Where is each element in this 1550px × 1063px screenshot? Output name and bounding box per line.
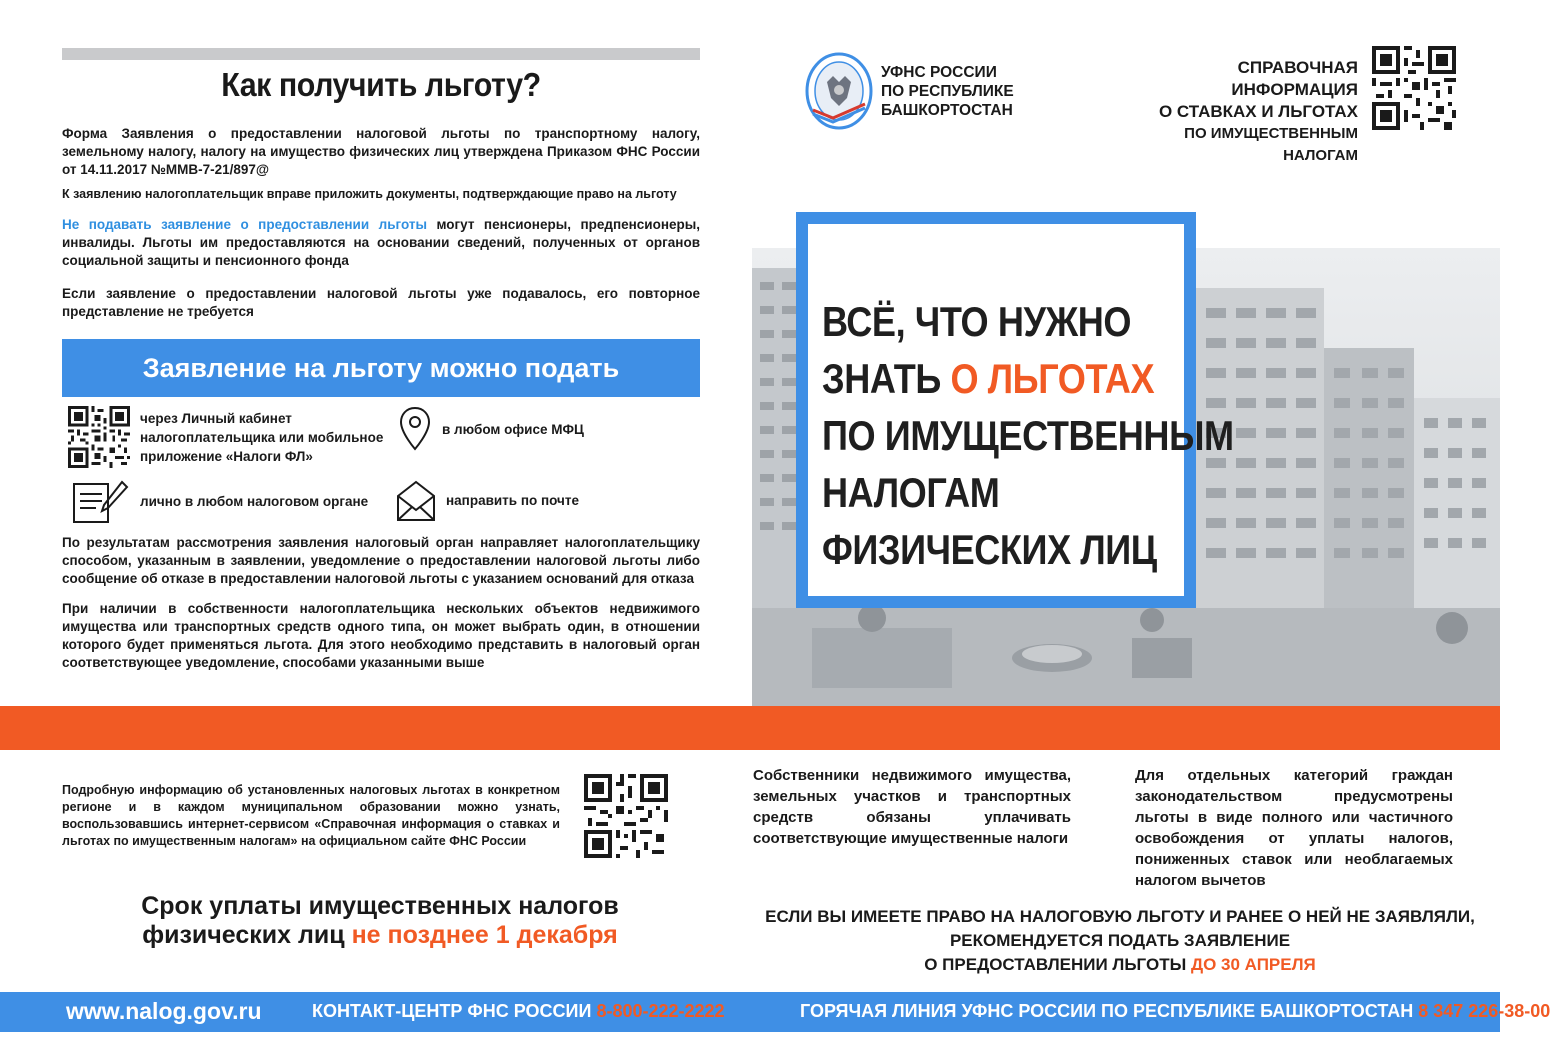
deadline-date: не позднее 1 декабря — [351, 921, 618, 949]
qr-code-icon[interactable] — [1372, 46, 1456, 130]
method-mfc-text: в любом офисе МФЦ — [442, 421, 584, 437]
documents-paragraph: К заявлению налогоплательщик вправе приложить документы, подтверждающие право на льготу — [62, 187, 677, 201]
logo-line-2: ПО РЕСПУБЛИКЕ — [881, 82, 1014, 100]
reference-line-3: ПО ИМУЩЕСТВЕННЫМ НАЛОГАМ — [1184, 125, 1358, 164]
document-pen-icon — [70, 478, 130, 524]
top-divider — [62, 48, 700, 60]
website-link[interactable]: www.nalog.gov.ru — [66, 998, 262, 1024]
contact-center-label: КОНТАКТ-ЦЕНТР ФНС РОССИИ — [312, 1001, 597, 1021]
method-tax-office-text: лично в любом налоговом органе — [140, 493, 369, 509]
logo-line-1: УФНС РОССИИ — [881, 63, 997, 81]
result-paragraph: По результатам рассмотрения заявления налоговый орган направляет налогоплательщику способом, указанным в заявлении, уведомление о предоставлении налоговой льготы либо сообщение об отказе в предоставлении налоговой льготы с указанием оснований для отказа — [62, 535, 700, 586]
hero-line-2-highlight: О ЛЬГОТАХ — [950, 355, 1155, 402]
contact-center — [312, 998, 725, 1024]
method-tax-office — [70, 478, 368, 524]
method-mail — [396, 478, 579, 522]
hero-line-2 — [822, 350, 1234, 407]
qr-code-icon — [68, 406, 130, 468]
reference-line-2: О СТАВКАХ И ЛЬГОТАХ — [1158, 102, 1358, 121]
cta-line-2: РЕКОМЕНДУЕТСЯ ПОДАТЬ ЗАЯВЛЕНИЕ — [949, 931, 1291, 950]
logo-text — [881, 63, 1014, 120]
payment-deadline — [70, 892, 690, 950]
choice-paragraph: При наличии в собственности налогоплательщика нескольких объектов недвижимого имущества или транспортных средств одного типа, он может выбрать один, в отношении которого будет применяться льгота. Для этого необходимо представить в налоговый орган соответствующее уведомление, способами указанными выше — [62, 601, 700, 670]
apply-call-to-action — [760, 905, 1480, 977]
fns-emblem-icon — [805, 52, 873, 130]
cta-deadline: ДО 30 АПРЕЛЯ — [1190, 955, 1316, 974]
method-cabinet-line-1: через Личный кабинет — [140, 410, 292, 426]
pensioners-highlight: Не подавать заявление о предоставлении льготы — [62, 217, 427, 232]
method-mfc — [398, 406, 584, 452]
hero-line-4: НАЛОГАМ — [822, 469, 1000, 516]
categories-paragraph: Для отдельных категорий граждан законодательством предусмотрены льготы в виде полного или частичного освобождения от уплаты налогов, пониженных ставок или необлагаемых налогом вычетов — [1135, 767, 1453, 889]
cta-line-3 — [760, 953, 1480, 977]
reference-line-1: СПРАВОЧНАЯ ИНФОРМАЦИЯ — [1231, 58, 1358, 99]
repeat-paragraph: Если заявление о предоставлении налоговой льготы уже подавалось, его повторное представление не требуется — [62, 286, 700, 319]
cta-line-3-start: О ПРЕДОСТАВЛЕНИИ ЛЬГОТЫ — [924, 955, 1191, 974]
pensioners-rest: могут пенсионеры, предпенсионеры, инвалиды. Льготы им предоставляются на основании сведений, полученных от органов социальной защиты и пенсионного фонда — [62, 217, 701, 268]
reference-info-label — [1150, 57, 1358, 167]
orange-divider — [0, 706, 1500, 750]
method-cabinet-line-3: приложение «Налоги ФЛ» — [140, 448, 313, 464]
deadline-line-2 — [70, 921, 690, 950]
hotline-phone[interactable]: 8 347 226-38-00 — [1418, 1001, 1550, 1021]
method-cabinet-line-2: налогоплательщика или мобильное — [140, 429, 384, 445]
method-mail-text: направить по почте — [446, 492, 580, 508]
logo-line-3: БАШКОРТОСТАН — [881, 101, 1013, 119]
envelope-icon — [396, 478, 436, 522]
hero-title — [822, 293, 1234, 578]
section-title: Как получить льготу? — [221, 66, 541, 103]
form-paragraph: Форма Заявления о предоставлении налоговой льготы по транспортному налогу, земельному налогу, налогу на имущество физических лиц утверждена Приказом ФНС России от 14.11.2017 №ММВ-7-21/897@ — [62, 126, 700, 177]
submit-band — [62, 339, 700, 397]
hotline — [800, 998, 1550, 1024]
pensioners-paragraph — [62, 216, 700, 270]
owners-paragraph: Собственники недвижимого имущества, земельных участков и транспортных средств обязаны уплачивать соответствующие имущественные налоги — [753, 767, 1071, 847]
method-cabinet — [68, 406, 383, 468]
fns-logo — [805, 52, 1014, 130]
deadline-line-1: Срок уплаты имущественных налогов — [141, 892, 619, 920]
method-cabinet-text — [140, 409, 383, 466]
online-service-info: Подробную информацию об установленных налоговых льготах в конкретном регионе и в каждом муниципальном образовании можно узнать, воспользовавшись интернет-сервисом «Справочная информация о ставках и льготах по имущественным налогам» на официальном сайте ФНС России — [62, 783, 560, 848]
qr-code-box[interactable] — [575, 765, 677, 867]
submit-band-title: Заявление на льготу можно подать — [142, 352, 620, 383]
hero-line-3: ПО ИМУЩЕСТВЕННЫМ — [822, 412, 1234, 459]
deadline-line-2-start: физических лиц — [142, 921, 352, 949]
hero-line-2-start: ЗНАТЬ — [822, 355, 951, 402]
qr-code-icon[interactable] — [584, 774, 668, 858]
cta-line-1: ЕСЛИ ВЫ ИМЕЕТЕ ПРАВО НА НАЛОГОВУЮ ЛЬГОТУ И РАНЕЕ О НЕЙ НЕ ЗАЯВЛЯЛИ, — [765, 907, 1475, 926]
hero-line-5: ФИЗИЧЕСКИХ ЛИЦ — [822, 526, 1157, 573]
hero-line-1: ВСЁ, ЧТО НУЖНО — [822, 298, 1132, 345]
hotline-label: ГОРЯЧАЯ ЛИНИЯ УФНС РОССИИ ПО РЕСПУБЛИКЕ БАШКОРТОСТАН — [800, 1001, 1419, 1021]
contact-center-phone[interactable]: 8-800-222-2222 — [596, 1001, 725, 1021]
location-pin-icon — [398, 406, 432, 452]
